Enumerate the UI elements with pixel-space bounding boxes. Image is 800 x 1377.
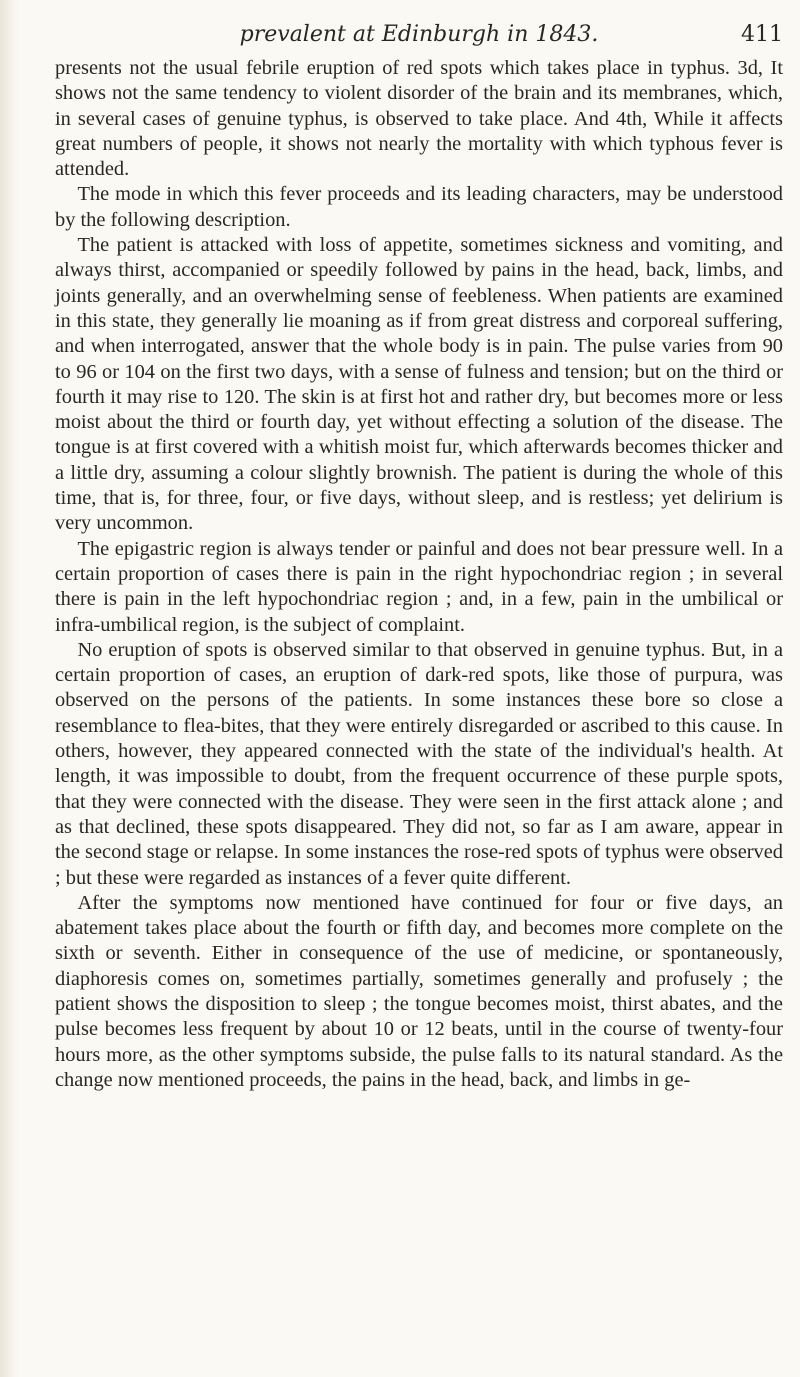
paragraph-continued: presents not the usual febrile eruption of red spots which takes place in typhus. 3d, It shows not the same tendency to violent disorder of the brain and its membranes, which, in several cases of genuine typhus, is observed to take place. And 4th, While it affects great numbers of people, it shows not nearly the mortality with which typhous fever is attended. — [55, 57, 783, 181]
paragraph-abatement: After the symptoms now mentioned have continued for four or five days, an abatement takes place about the fourth or fifth day, and becomes more complete on the sixth or seventh. Either in consequence of the use of medicine, or spontaneously, diaphoresis comes on, sometimes partially, sometimes generally and profusely ; the patient shows the disposition to sleep ; the tongue becomes moist, thirst abates, and the pulse becomes less frequent by about 10 or 12 beats, until in the course of twenty-four hours more, as the other symptoms subside, the pulse falls to its natural standard. As the change now mentioned proceeds, the pains in the head, back, and limbs in ge- — [55, 891, 783, 1091]
paragraph-eruption: No eruption of spots is observed similar to that observed in genuine typhus. But, in a certain proportion of cases, an eruption of dark-red spots, like those of purpura, was observed on the persons of the patients. In some instances these bore so close a resemblance to flea-bites, that they were entirely disregarded or ascribed to this cause. In others, however, they appeared connected with the state of the individual's health. At length, it was impossible to doubt, from the frequent occurrence of these purple spots, that they were connected with the disease. They were seen in the first attack alone ; and as that declined, these spots disappeared. They did not, so far as I am aware, appear in the second stage or relapse. In some instances the rose-red spots of typhus were observed ; but these were regarded as instances of a fever quite different. — [55, 638, 783, 889]
paragraph-epigastric-region: The epigastric region is always tender or painful and does not bear pressure well. In a certain proportion of cases there is pain in the right hypochondriac region ; in several there is pain in the left hypochondriac region ; and, in a few, pain in the umbilical or infra-umbilical region, is the subject of complaint. — [55, 537, 783, 636]
body-text — [55, 56, 783, 1093]
binding-shadow — [0, 0, 18, 1377]
paragraph-mode-of-fever: The mode in which this fever proceeds and its leading characters, may be understood by the following description. — [55, 183, 783, 231]
page-number: 411 — [741, 22, 783, 47]
page-header — [55, 18, 783, 52]
running-title: prevalent at Edinburgh in 1843. — [239, 22, 599, 47]
paragraph-patient-symptoms: The patient is attacked with loss of appetite, sometimes sickness and vomiting, and always thirst, accompanied or speedily followed by pains in the head, back, limbs, and joints generally, and an overwhelming sense of feebleness. When patients are examined in this state, they generally lie moaning as if from great distress and corporeal suffering, and when interrogated, answer that the whole body is in pain. The pulse varies from 90 to 96 or 104 on the first two days, with a sense of fulness and tension; but on the third or fourth it may rise to 120. The skin is at first hot and rather dry, but becomes more or less moist about the third or fourth day, yet without effecting a solution of the disease. The tongue is at first covered with a whitish moist fur, which afterwards becomes thicker and a little dry, assuming a colour slightly brownish. The patient is during the whole of this time, that is, for three, four, or five days, without sleep, and is restless; yet delirium is very uncommon. — [55, 234, 783, 535]
